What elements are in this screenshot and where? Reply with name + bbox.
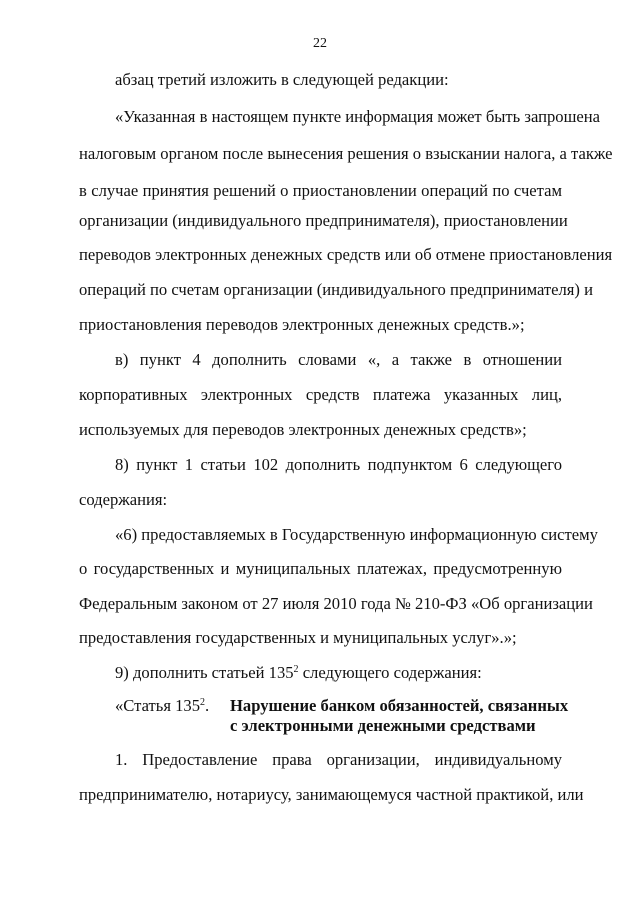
paragraph-line-20: предпринимателю, нотариусу, занимающемуся частной практикой, или: [79, 785, 584, 804]
paragraph-line-9: в) пункт 4 дополнить словами «, а также в отношении: [115, 350, 562, 369]
paragraph-line-18: 9) дополнить статьей $135^2$ следующего содержания:: [115, 663, 482, 682]
page-number: 22: [313, 36, 327, 51]
paragraph-line-12: 8) пункт 1 статьи 102 дополнить подпунктом 6 следующего: [115, 455, 562, 474]
article-label: «Статья $135^2$.: [115, 696, 210, 715]
superscript: 2: [200, 697, 206, 708]
superscript: 2: [293, 664, 299, 675]
article-title-line-2: с электронными денежными средствами: [230, 716, 536, 735]
paragraph-line-1: абзац третий изложить в следующей редакции:: [115, 70, 449, 89]
paragraph-line-13: содержания:: [79, 490, 168, 509]
paragraph-line-6: переводов электронных денежных средств или об отмене приостановления: [79, 245, 613, 264]
paragraph-line-7: операций по счетам организации (индивидуального предпринимателя) и: [79, 280, 593, 299]
paragraph-line-14: «6) предоставляемых в Государственную информационную систему: [115, 525, 598, 544]
paragraph-line-15: о государственных и муниципальных платежах, предусмотренную: [79, 559, 562, 578]
article-title-line-1: Нарушение банком обязанностей, связанных: [230, 696, 569, 715]
paragraph-line-2: «Указанная в настоящем пункте информация может быть запрошена: [115, 107, 600, 126]
paragraph-line-16: Федеральным законом от 27 июля 2010 года № 210-ФЗ «Об организации: [79, 594, 593, 613]
paragraph-line-3: налоговым органом после вынесения решения о взыскании налога, а также: [79, 144, 613, 163]
paragraph-line-8: приостановления переводов электронных денежных средств.»;: [79, 315, 525, 334]
paragraph-line-17: предоставления государственных и муниципальных услуг».»;: [79, 628, 517, 647]
paragraph-line-10: корпоративных электронных средств платежа указанных лиц,: [79, 385, 562, 404]
paragraph-line-5: организации (индивидуального предпринимателя), приостановлении: [79, 211, 568, 230]
paragraph-line-4: в случае принятия решений о приостановлении операций по счетам: [79, 181, 562, 200]
paragraph-line-19: 1. Предоставление права организации, индивидуальному: [115, 750, 562, 769]
paragraph-line-11: используемых для переводов электронных денежных средств»;: [79, 420, 527, 439]
